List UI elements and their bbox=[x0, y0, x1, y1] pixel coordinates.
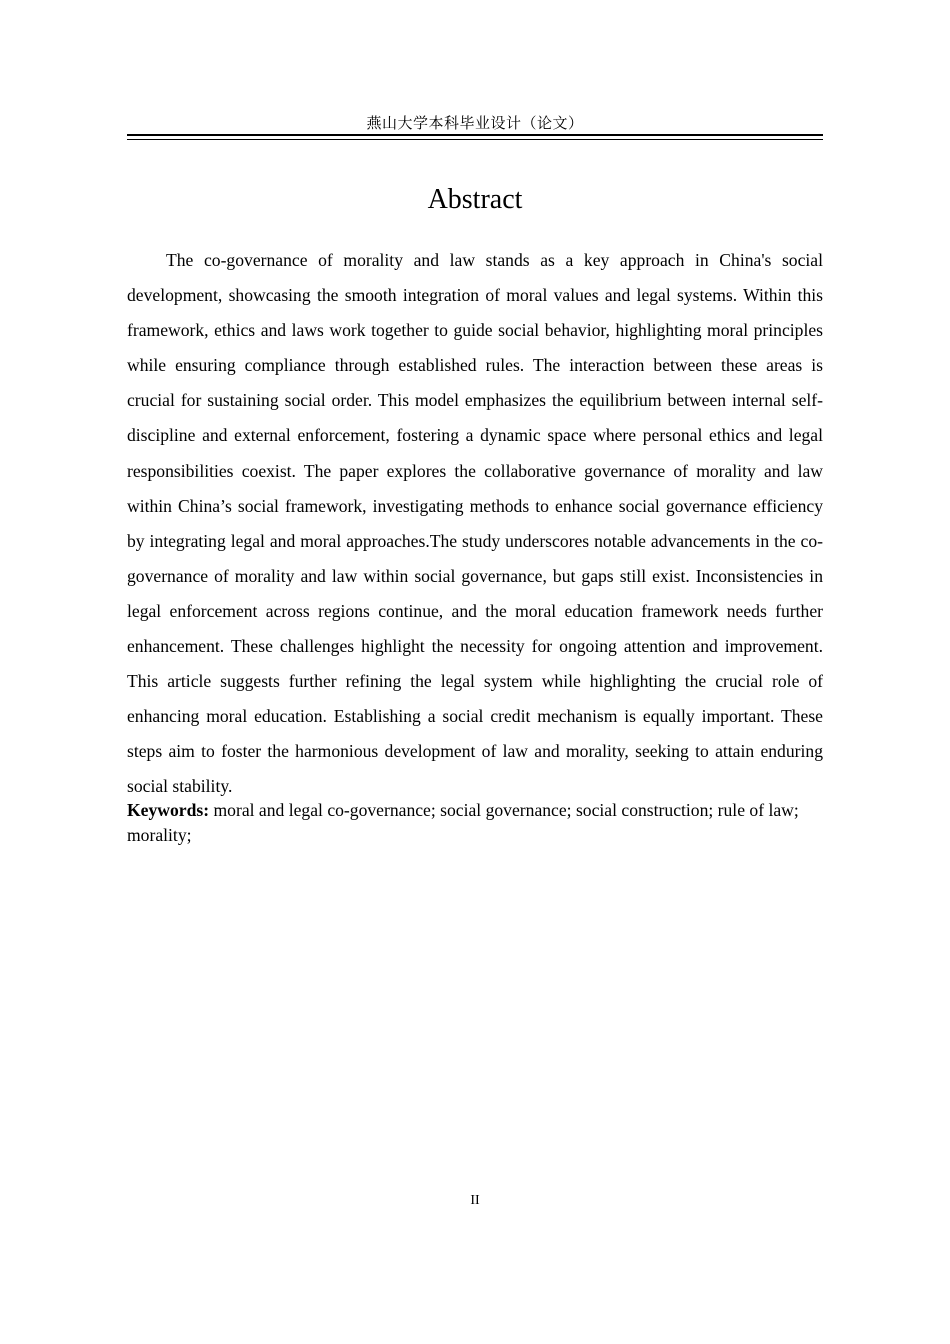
abstract-body: The co-governance of morality and law stands as a key approach in China's social development, showcasing the smooth integration of moral values and legal systems. Within this framework, ethics and laws work together to guide social behavior, highlighting moral principles while ensuring compliance through established rules. The interaction between these areas is crucial for sustaining social order. This model emphasizes the equilibrium between internal self-discipline and external enforcement, fostering a dynamic space where personal ethics and legal responsibilities coexist. The paper explores the collaborative governance of morality and law within China’s social framework, investigating methods to enhance social governance efficiency by integrating legal and moral approaches.The study underscores notable advancements in the co-governance of morality and law within social governance, but gaps still exist. Inconsistencies in legal enforcement across regions continue, and the moral education framework needs further enhancement. These challenges highlight the necessity for ongoing attention and improvement. This article suggests further refining the legal system while highlighting the crucial role of enhancing moral education. Establishing a social credit mechanism is equally important. These steps aim to foster the harmonious development of law and morality, seeking to attain enduring social stability. bbox=[127, 250, 823, 797]
keywords-line bbox=[127, 798, 823, 848]
page-number: II bbox=[470, 1193, 480, 1208]
running-header: 燕山大学本科毕业设计（论文） bbox=[366, 116, 584, 132]
header-rule-thick bbox=[127, 134, 823, 136]
keywords-text: moral and legal co-governance; social governance; social construction; rule of law; morality; bbox=[127, 800, 799, 845]
keywords-label: Keywords: bbox=[127, 800, 210, 820]
abstract-title: Abstract bbox=[427, 184, 523, 215]
header-rule-thin bbox=[127, 139, 823, 140]
